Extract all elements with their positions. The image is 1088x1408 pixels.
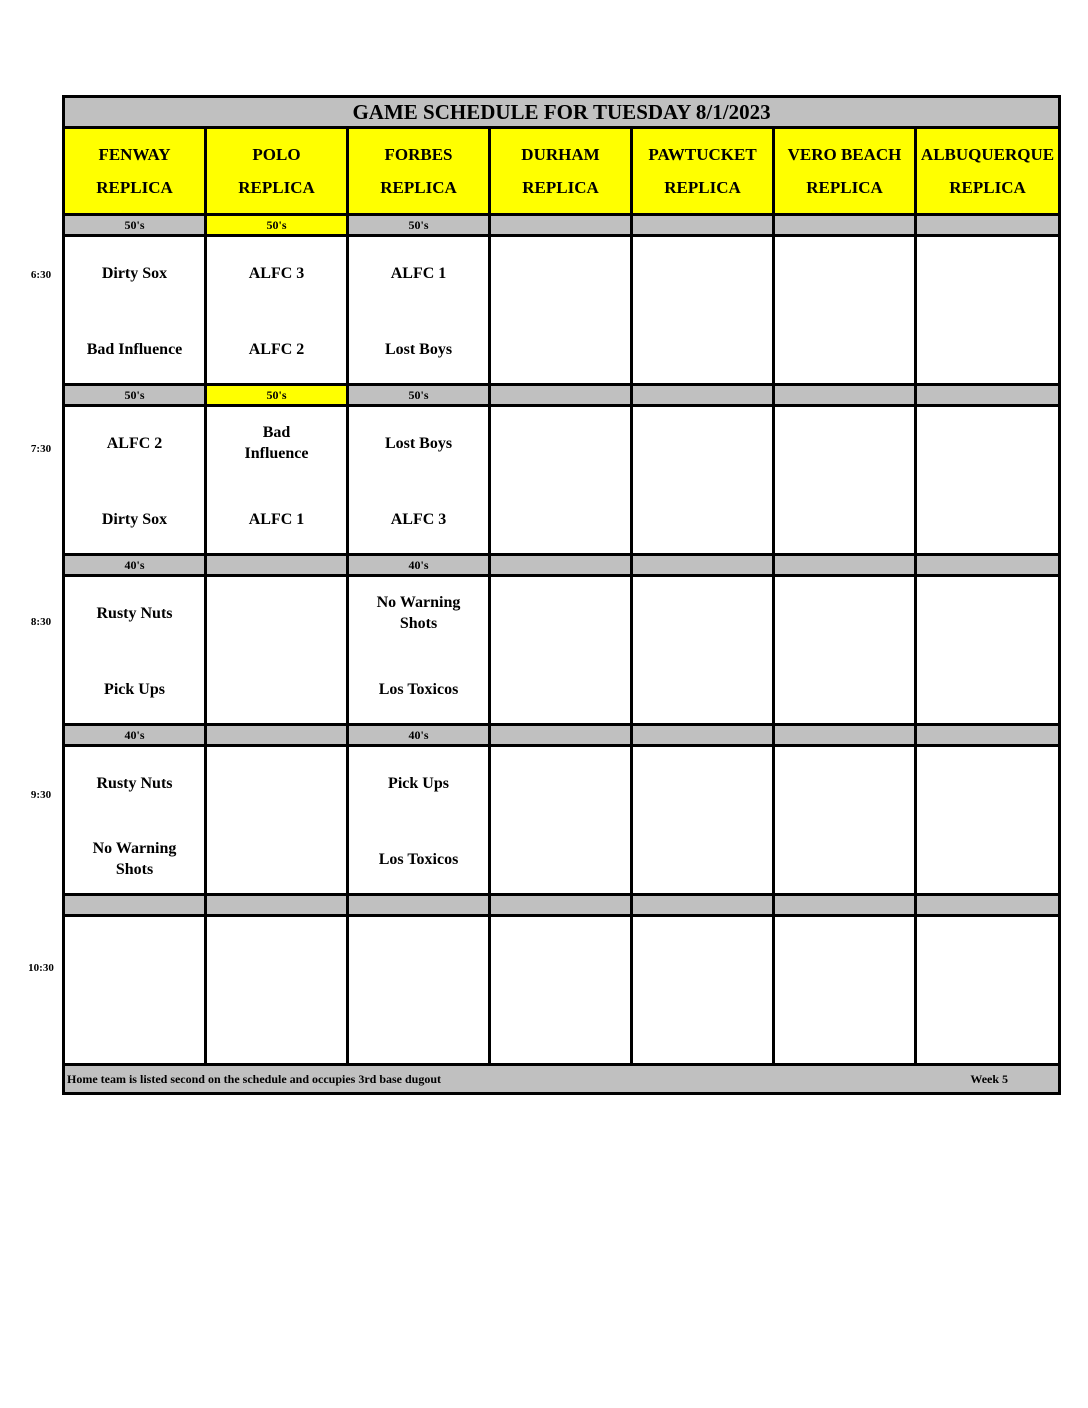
field-subtitle: REPLICA bbox=[806, 178, 883, 197]
field-name: ALBUQUERQUE bbox=[920, 145, 1055, 164]
field-subtitle: REPLICA bbox=[949, 178, 1026, 197]
division-label bbox=[916, 215, 1060, 236]
division-label: 50's bbox=[206, 385, 348, 406]
division-label: 50's bbox=[64, 215, 206, 236]
game-cell bbox=[916, 236, 1060, 385]
division-label bbox=[490, 385, 632, 406]
home-team: Lost Boys bbox=[384, 341, 453, 358]
game-cell bbox=[632, 916, 774, 1065]
away-team: No Warning Shots bbox=[376, 594, 461, 632]
division-label bbox=[774, 725, 916, 746]
field-name: FORBES bbox=[384, 145, 453, 164]
division-label bbox=[916, 895, 1060, 916]
away-team: Pick Ups bbox=[388, 775, 449, 792]
game-cell bbox=[64, 746, 206, 895]
division-label bbox=[490, 555, 632, 576]
division-row bbox=[64, 725, 1060, 746]
field-subtitle: REPLICA bbox=[238, 178, 315, 197]
field-header-albuquerque bbox=[916, 128, 1060, 215]
home-team: ALFC 2 bbox=[248, 341, 305, 358]
division-label bbox=[916, 555, 1060, 576]
game-row bbox=[64, 576, 1060, 725]
game-cell bbox=[490, 916, 632, 1065]
game-cell bbox=[632, 576, 774, 725]
game-cell bbox=[348, 406, 490, 555]
division-label bbox=[774, 215, 916, 236]
game-row bbox=[64, 236, 1060, 385]
division-label: 40's bbox=[348, 725, 490, 746]
home-team-note: Home team is listed second on the schedule and occupies 3rd base dugout bbox=[67, 1072, 442, 1086]
away-team: Dirty Sox bbox=[101, 265, 168, 282]
field-subtitle: REPLICA bbox=[522, 178, 599, 197]
game-cell bbox=[916, 576, 1060, 725]
home-team: Pick Ups bbox=[104, 681, 165, 698]
game-row bbox=[64, 746, 1060, 895]
time-label-630: 6:30 bbox=[30, 269, 52, 281]
game-cell bbox=[490, 406, 632, 555]
field-name: PAWTUCKET bbox=[648, 145, 757, 164]
division-label: 40's bbox=[64, 555, 206, 576]
game-cell bbox=[206, 916, 348, 1065]
game-cell bbox=[64, 916, 206, 1065]
division-label: 50's bbox=[348, 385, 490, 406]
game-cell bbox=[632, 406, 774, 555]
game-row bbox=[64, 406, 1060, 555]
field-header-fenway bbox=[64, 128, 206, 215]
week-label: Week 5 bbox=[970, 1072, 1009, 1086]
game-cell bbox=[348, 746, 490, 895]
game-cell bbox=[774, 406, 916, 555]
game-cell bbox=[774, 576, 916, 725]
game-row bbox=[64, 916, 1060, 1065]
away-team: Lost Boys bbox=[384, 435, 453, 452]
division-label: 50's bbox=[348, 215, 490, 236]
division-label: 40's bbox=[64, 725, 206, 746]
division-label bbox=[206, 555, 348, 576]
division-row bbox=[64, 555, 1060, 576]
schedule-title: GAME SCHEDULE FOR TUESDAY 8/1/2023 bbox=[64, 97, 1060, 128]
field-header-durham bbox=[490, 128, 632, 215]
division-label bbox=[206, 895, 348, 916]
field-header-forbes bbox=[348, 128, 490, 215]
home-team: Bad Influence bbox=[86, 341, 183, 358]
game-cell bbox=[774, 916, 916, 1065]
away-team: ALFC 1 bbox=[390, 265, 447, 282]
division-label bbox=[64, 895, 206, 916]
division-label bbox=[916, 385, 1060, 406]
home-team: Los Toxicos bbox=[378, 681, 459, 698]
game-cell bbox=[916, 746, 1060, 895]
field-header-pawtucket bbox=[632, 128, 774, 215]
away-team: ALFC 2 bbox=[106, 435, 163, 452]
game-cell bbox=[348, 916, 490, 1065]
game-cell bbox=[206, 236, 348, 385]
division-label: 50's bbox=[64, 385, 206, 406]
division-label bbox=[632, 385, 774, 406]
time-column bbox=[0, 0, 62, 1408]
game-cell bbox=[206, 576, 348, 725]
field-name: FENWAY bbox=[98, 145, 171, 164]
division-label bbox=[206, 725, 348, 746]
game-cell bbox=[64, 236, 206, 385]
game-cell bbox=[916, 916, 1060, 1065]
home-team: ALFC 3 bbox=[390, 511, 447, 528]
time-label-830: 8:30 bbox=[30, 616, 52, 628]
time-label-1030: 10:30 bbox=[28, 962, 54, 974]
division-label bbox=[490, 215, 632, 236]
field-name: POLO bbox=[252, 145, 301, 164]
division-label bbox=[774, 385, 916, 406]
away-team: Bad Influence bbox=[244, 424, 309, 462]
home-team: No Warning Shots bbox=[92, 840, 177, 878]
field-header-vero-beach bbox=[774, 128, 916, 215]
division-label bbox=[774, 895, 916, 916]
game-cell bbox=[348, 576, 490, 725]
game-cell bbox=[774, 236, 916, 385]
division-label: 50's bbox=[206, 215, 348, 236]
field-subtitle: REPLICA bbox=[380, 178, 457, 197]
division-label bbox=[490, 725, 632, 746]
division-label: 40's bbox=[348, 555, 490, 576]
division-row bbox=[64, 895, 1060, 916]
game-cell bbox=[206, 406, 348, 555]
field-subtitle: REPLICA bbox=[664, 178, 741, 197]
time-label-930: 9:30 bbox=[30, 789, 52, 801]
game-cell bbox=[632, 746, 774, 895]
game-cell bbox=[64, 576, 206, 725]
division-label bbox=[490, 895, 632, 916]
away-team: Rusty Nuts bbox=[96, 775, 173, 792]
time-label-730: 7:30 bbox=[30, 443, 52, 455]
division-label bbox=[632, 725, 774, 746]
division-label bbox=[348, 895, 490, 916]
home-team: Dirty Sox bbox=[101, 511, 168, 528]
game-cell bbox=[490, 576, 632, 725]
division-label bbox=[916, 725, 1060, 746]
game-cell bbox=[348, 236, 490, 385]
field-subtitle: REPLICA bbox=[96, 178, 173, 197]
home-team: Los Toxicos bbox=[378, 851, 459, 868]
division-row bbox=[64, 385, 1060, 406]
field-name: VERO BEACH bbox=[787, 145, 902, 164]
division-row bbox=[64, 215, 1060, 236]
away-team: ALFC 3 bbox=[248, 265, 305, 282]
footer bbox=[64, 1065, 1060, 1094]
game-cell bbox=[774, 746, 916, 895]
game-schedule-table bbox=[62, 95, 1061, 1095]
game-cell bbox=[632, 236, 774, 385]
division-label bbox=[632, 895, 774, 916]
game-cell bbox=[64, 406, 206, 555]
division-label bbox=[774, 555, 916, 576]
field-header-polo bbox=[206, 128, 348, 215]
division-label bbox=[632, 555, 774, 576]
division-label bbox=[632, 215, 774, 236]
game-cell bbox=[490, 236, 632, 385]
home-team: ALFC 1 bbox=[248, 511, 305, 528]
game-cell bbox=[490, 746, 632, 895]
away-team: Rusty Nuts bbox=[96, 605, 173, 622]
field-name: DURHAM bbox=[521, 145, 600, 164]
game-cell bbox=[916, 406, 1060, 555]
game-cell bbox=[206, 746, 348, 895]
